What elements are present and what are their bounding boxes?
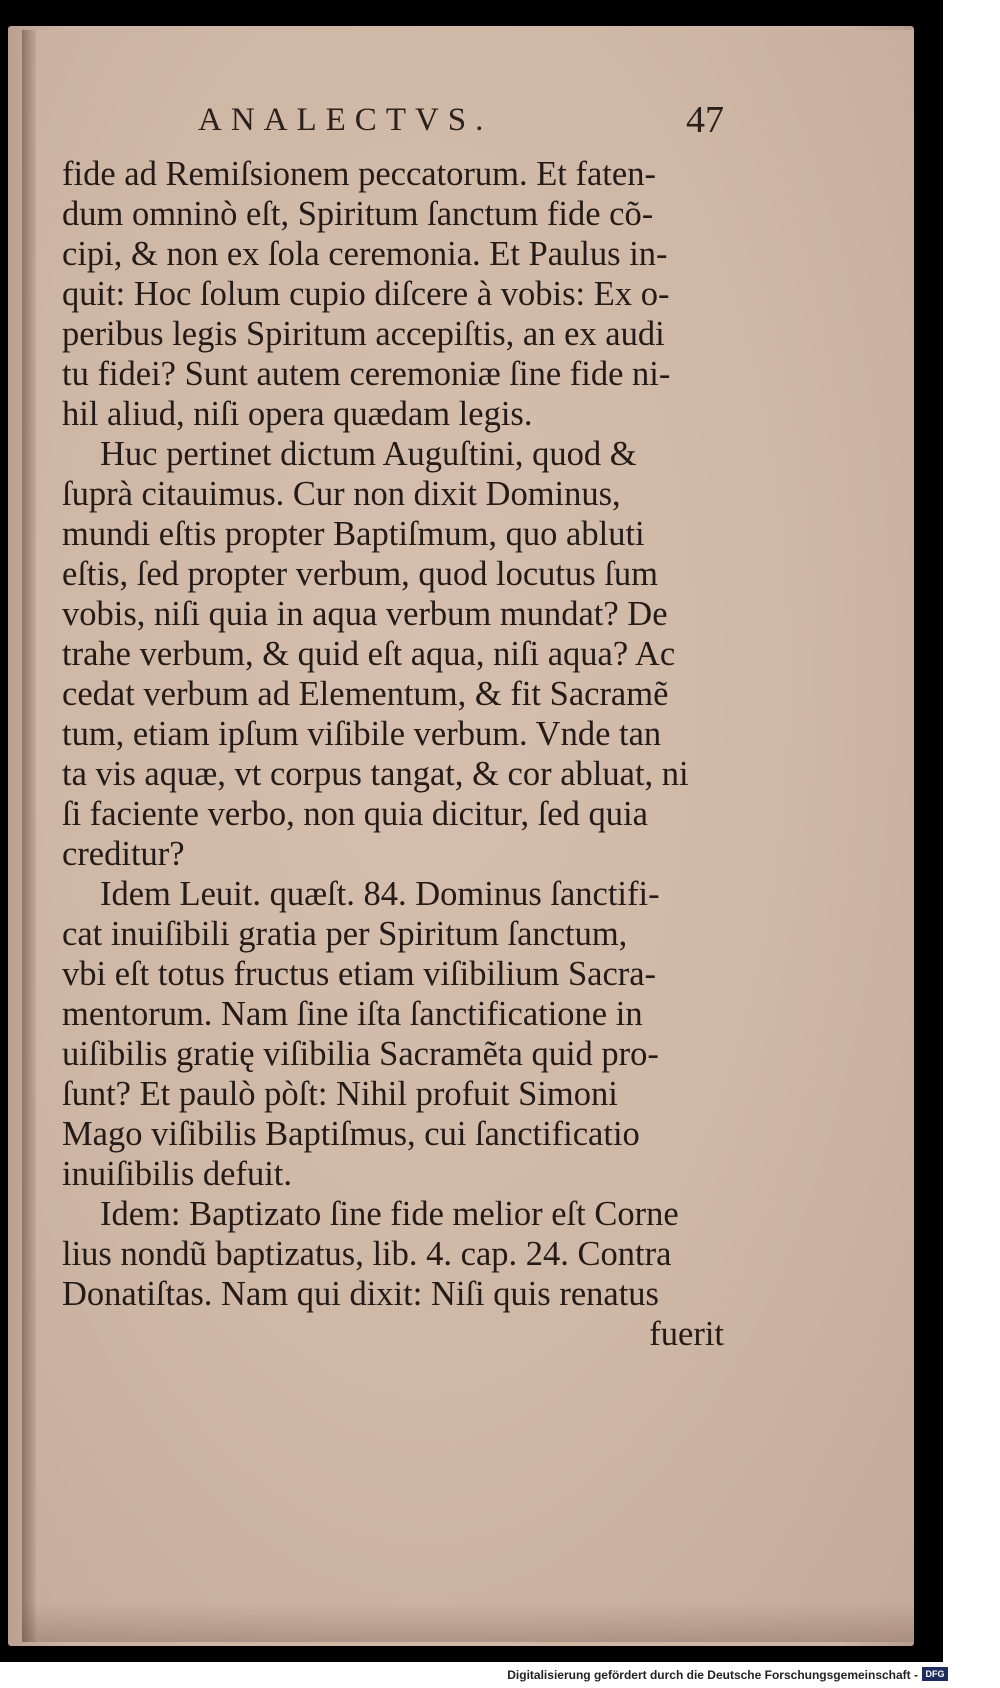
page-gutter [22,30,36,1642]
text-line: ſunt? Et paulò pòſt: Nihil profuit Simoni [62,1075,618,1113]
page-header [22,99,914,142]
text-line: tu fidei? Sunt autem ceremoniæ ſine fide ni- [62,355,671,393]
dfg-logo-icon: DFG [922,1667,948,1681]
text-line: mundi eſtis propter Baptiſmum, quo abluti [62,515,645,553]
text-line: creditur? [62,835,185,873]
text-line: cat inuiſibili gratia per Spiritum ſanctum, [62,915,628,953]
page-number: 47 [686,99,724,141]
body-text [62,154,762,1354]
funding-credit: Digitalisierung gefördert durch die Deutsche Forschungsgemeinschaft - [507,1668,918,1682]
text-line: ſuprà citauimus. Cur non dixit Dominus, [62,475,621,513]
text-line: lius nondũ baptizatus, lib. 4. cap. 24. Contra [62,1235,672,1273]
digitization-footer [0,1662,1000,1688]
text-line: hil aliud, niſi opera quædam legis. [62,395,533,433]
catchword: fuerit [649,1315,724,1353]
text-line: eſtis, ſed propter verbum, quod locutus ſum [62,555,658,593]
text-line: Idem: Baptizato ſine fide melior eſt Corne [100,1195,679,1233]
text-line: fide ad Remiſsionem peccatorum. Et faten- [62,155,656,193]
text-line: vbi eſt totus fructus etiam viſibilium Sacra- [62,955,657,993]
text-line: tum, etiam ipſum viſibile verbum. Vnde tan [62,715,662,753]
text-line: ſi faciente verbo, non quia dicitur, ſed quia [62,795,648,833]
text-line: inuiſibilis defuit. [62,1155,292,1193]
text-line: mentorum. Nam ſine iſta ſanctificatione in [62,995,643,1033]
text-line: ta vis aquæ, vt corpus tangat, & cor abluat, ni [62,755,689,793]
text-line: Mago viſibilis Baptiſmus, cui ſanctificatio [62,1115,640,1153]
text-line: peribus legis Spiritum accepiſtis, an ex audi [62,315,665,353]
book-page [22,30,914,1642]
text-line: vobis, niſi quia in aqua verbum mundat? De [62,595,668,633]
text-line: dum omninò eſt, Spiritum ſanctum fide cõ- [62,195,654,233]
text-line: Huc pertinet dictum Auguſtini, quod & [100,435,637,473]
text-line: quit: Hoc ſolum cupio diſcere à vobis: Ex o- [62,275,670,313]
text-line: Idem Leuit. quæſt. 84. Dominus ſanctifi- [100,875,660,913]
running-head: ANALECTVS. [198,102,493,138]
text-line: trahe verbum, & quid eſt aqua, niſi aqua? Ac [62,635,676,673]
text-line: cedat verbum ad Elementum, & fit Sacramẽ [62,675,669,713]
text-line: Donatiſtas. Nam qui dixit: Niſi quis renatus [62,1275,659,1313]
text-line: cipi, & non ex ſola ceremonia. Et Paulus in- [62,235,668,273]
text-line: uiſibilis gratię viſibilia Sacramẽta quid pro- [62,1035,659,1073]
